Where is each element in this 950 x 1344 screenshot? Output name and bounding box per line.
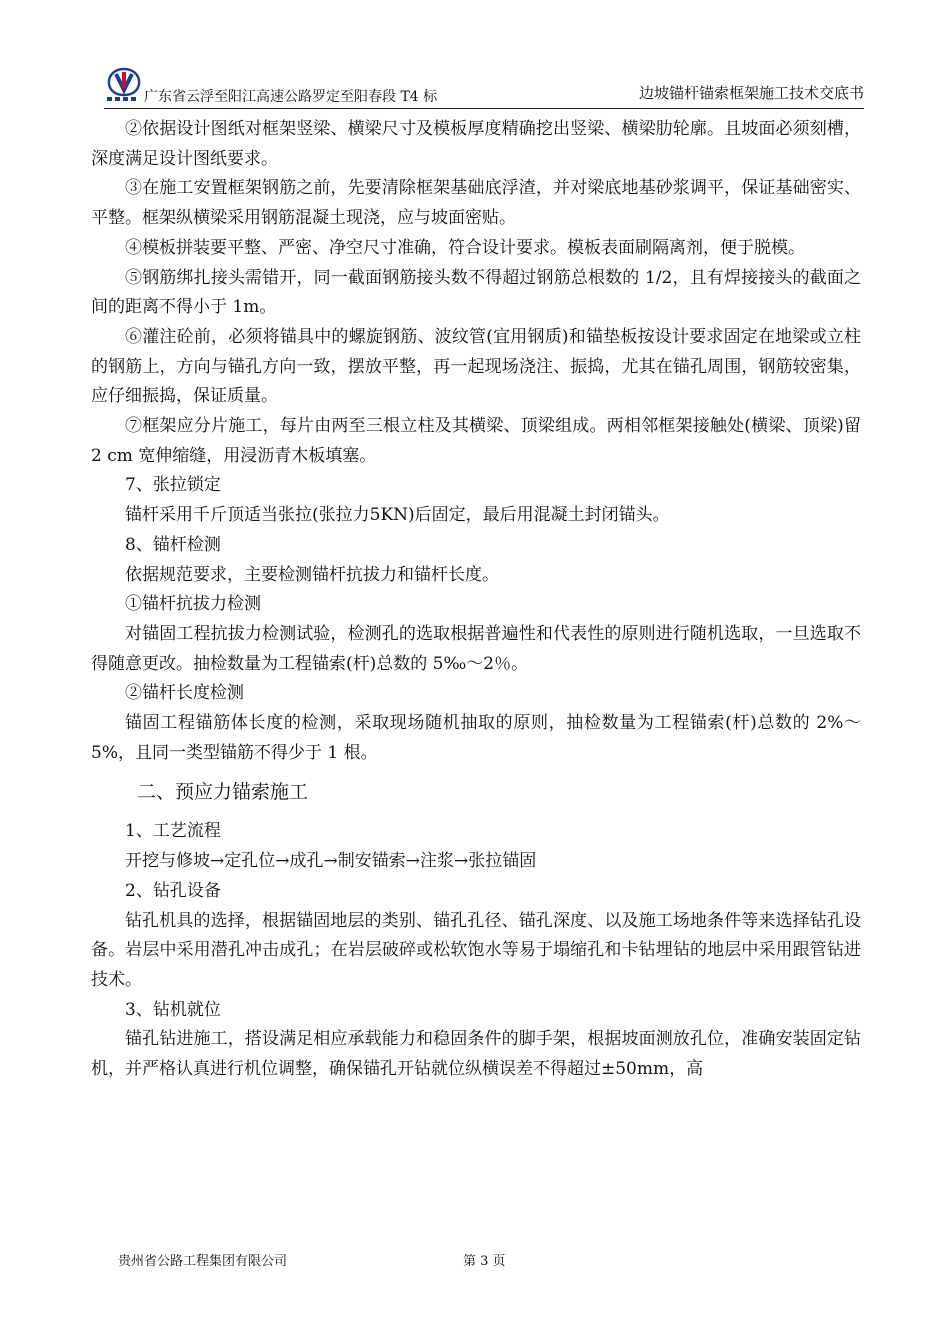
header-project-title: 广东省云浮至阳江高速公路罗定至阳春段 T4 标 [144,89,438,105]
paragraph: 锚孔钻进施工，搭设满足相应承载能力和稳固条件的脚手架，根据坡面测放孔位，准确安装固定钻机，并严格认真进行机位调整，确保锚孔开钻就位纵横误差不得超过±50mm，高 [91,1029,861,1080]
section-heading: 二、预应力锚索施工 [137,781,309,804]
document-body [91,115,861,1085]
paragraph: 开挖与修坡→定孔位→成孔→制安锚索→注浆→张拉锚固 [125,851,537,872]
header-document-title: 边坡锚杆锚索框架施工技术交底书 [638,84,864,102]
paragraph: ②依据设计图纸对框架竖梁、横梁尺寸及模板厚度精确挖出竖梁、横梁肋轮廓。且坡面必须刻槽，深度满足设计图纸要求。 [91,119,861,169]
paragraph: ⑤钢筋绑扎接头需错开，同一截面钢筋接头数不得超过钢筋总根数的 1/2，且有焊接接头的截面之间的距离不得小于 1m。 [91,267,861,318]
paragraph: ⑥灌注砼前，必须将锚具中的螺旋钢筋、波纹管(宜用钢质)和锚垫板按设计要求固定在地梁或立柱的钢筋上，方向与锚孔方向一致，摆放平整，再一起现场浇注、振捣，尤其在锚孔周围，钢筋较密集，应仔细振捣，保证质量。 [91,326,861,407]
paragraph: 对锚固工程抗拔力检测试验，检测孔的选取根据普遍性和代表性的原则进行随机选取，一旦选取不得随意更改。抽检数量为工程锚索(杆)总数的 5‰～2％。 [91,623,861,674]
page-number: 第 3 页 [463,1254,506,1269]
subheading: 7、张拉锁定 [125,475,221,496]
paragraph: 钻孔机具的选择，根据锚固地层的类别、锚孔孔径、锚孔深度、以及施工场地条件等来选择钻孔设备。岩层中采用潜孔冲击成孔；在岩层破碎或松软饱水等易于塌缩孔和卡钻埋钻的地层中采用跟管钻进技术。 [91,910,861,990]
subheading: 1、工艺流程 [125,821,221,842]
paragraph: 锚固工程锚筋体长度的检测，采取现场随机抽取的原则，抽检数量为工程锚索(杆)总数的 2%～5%，且同一类型锚筋不得少于 1 根。 [91,713,861,763]
paragraph: ③在施工安置框架钢筋之前，先要清除框架基础底浮渣，并对梁底地基砂浆调平，保证基础密实、平整。框架纵横梁采用钢筋混凝土现浇，应与坡面密贴。 [91,178,861,229]
subheading: 3、钻机就位 [125,999,221,1020]
footer-company: 贵州省公路工程集团有限公司 [118,1254,288,1269]
company-logo-icon [104,66,144,102]
paragraph: ④模板拼装要平整、严密、净空尺寸准确，符合设计要求。模板表面刷隔离剂，便于脱模。 [125,237,805,258]
page-header [104,66,864,110]
subheading: ①锚杆抗拔力检测 [125,594,261,615]
subheading: 8、锚杆检测 [125,534,221,555]
subheading: 2、钻孔设备 [125,880,221,901]
header-divider [104,108,864,109]
page-footer [118,1250,718,1270]
paragraph: 锚杆采用千斤顶适当张拉(张拉力5KN)后固定，最后用混凝土封闭锚头。 [125,505,670,526]
paragraph: 依据规范要求，主要检测锚杆抗拔力和锚杆长度。 [125,564,499,585]
paragraph: ⑦框架应分片施工，每片由两至三根立柱及其横梁、顶梁组成。两相邻框架接触处(横梁、顶梁)留 2 cm 宽伸缩缝，用浸沥青木板填塞。 [91,416,861,466]
subheading: ②锚杆长度检测 [125,683,244,704]
